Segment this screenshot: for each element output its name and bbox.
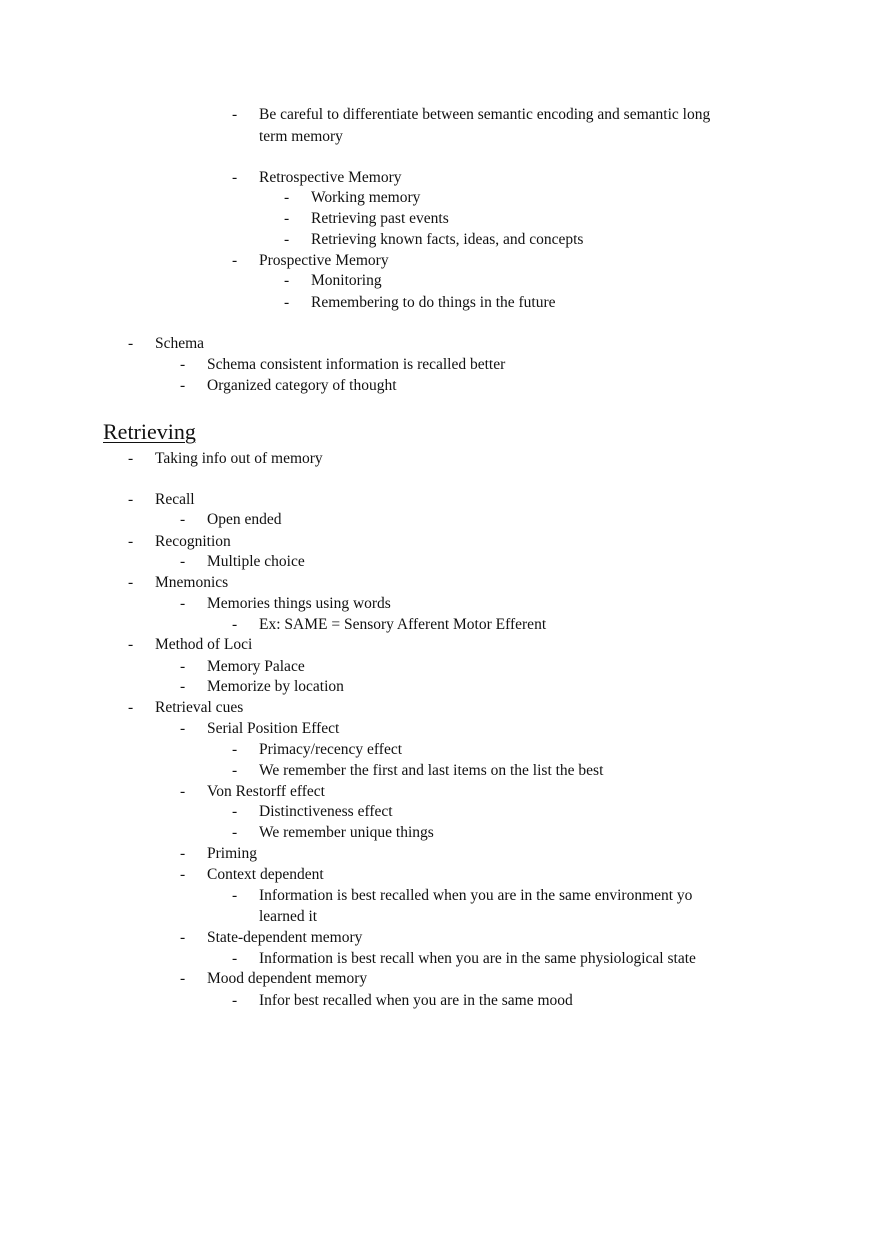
bullet-dash: - <box>180 783 186 800</box>
list-item-text: Prospective Memory <box>259 252 389 269</box>
bullet-dash: - <box>128 574 134 591</box>
list-item-text: Information is best recall when you are in the same physiological state <box>259 950 696 967</box>
list-item-text: Ex: SAME = Sensory Afferent Motor Efferent <box>259 616 547 633</box>
bullet-dash: - <box>232 106 238 123</box>
bullet-dash: - <box>232 824 238 841</box>
list-item-text: Be careful to differentiate between semantic encoding and semantic long <box>259 106 711 123</box>
bullet-dash: - <box>128 450 134 467</box>
bullet-dash: - <box>180 356 186 373</box>
list-item-text: Mood dependent memory <box>207 970 368 987</box>
list-item-text: Open ended <box>207 511 282 528</box>
bullet-dash: - <box>180 866 186 883</box>
bullet-dash: - <box>284 189 290 206</box>
bullet-dash: - <box>232 741 238 758</box>
bullet-dash: - <box>232 992 238 1009</box>
bullet-dash: - <box>284 272 290 289</box>
list-item-text: Information is best recalled when you are in the same environment yo <box>259 887 693 904</box>
list-item-text: Retrieving known facts, ideas, and concepts <box>311 231 584 248</box>
bullet-dash: - <box>232 887 238 904</box>
list-item-text: Remembering to do things in the future <box>311 294 556 311</box>
list-item-text: Method of Loci <box>155 636 253 653</box>
list-item-text: Memories things using words <box>207 595 391 612</box>
list-item-text: Von Restorff effect <box>207 783 325 800</box>
list-item-text: Monitoring <box>311 272 382 289</box>
list-item-text: Recognition <box>155 533 231 550</box>
bullet-dash: - <box>232 616 238 633</box>
bullet-dash: - <box>232 950 238 967</box>
bullet-dash: - <box>180 720 186 737</box>
list-item-text: Serial Position Effect <box>207 720 340 737</box>
bullet-dash: - <box>180 553 186 570</box>
bullet-dash: - <box>180 595 186 612</box>
list-item-text: Context dependent <box>207 866 324 883</box>
bullet-dash: - <box>128 636 134 653</box>
bullet-dash: - <box>128 491 134 508</box>
list-item-text: We remember the first and last items on the list the best <box>259 762 604 779</box>
bullet-dash: - <box>180 970 186 987</box>
bullet-dash: - <box>232 169 238 186</box>
list-item-text: Schema consistent information is recalled better <box>207 356 506 373</box>
section-heading: Retrieving <box>103 419 196 444</box>
list-item-text: Taking info out of memory <box>155 450 323 467</box>
bullet-dash: - <box>232 803 238 820</box>
list-item-text: Retrieval cues <box>155 699 244 716</box>
bullet-dash: - <box>128 699 134 716</box>
list-item-text: Organized category of thought <box>207 377 397 394</box>
list-item-text: Distinctiveness effect <box>259 803 393 820</box>
bullet-dash: - <box>180 678 186 695</box>
list-item-text: Primacy/recency effect <box>259 741 403 758</box>
list-item-text: Retrospective Memory <box>259 169 402 186</box>
list-item-text: State-dependent memory <box>207 929 363 946</box>
bullet-dash: - <box>180 377 186 394</box>
list-item-text: Memorize by location <box>207 678 344 695</box>
list-item-text: Mnemonics <box>155 574 229 591</box>
bullet-dash: - <box>284 294 290 311</box>
list-item-continuation: term memory <box>259 128 343 145</box>
bullet-dash: - <box>180 929 186 946</box>
bullet-dash: - <box>284 210 290 227</box>
bullet-dash: - <box>128 533 134 550</box>
bullet-dash: - <box>180 511 186 528</box>
list-item-text: Multiple choice <box>207 553 305 570</box>
bullet-dash: - <box>180 845 186 862</box>
bullet-dash: - <box>232 762 238 779</box>
bullet-dash: - <box>232 252 238 269</box>
list-item-text: Recall <box>155 491 195 508</box>
list-item-continuation: learned it <box>259 908 318 925</box>
bullet-dash: - <box>128 335 134 352</box>
bullet-dash: - <box>284 231 290 248</box>
list-item-text: Infor best recalled when you are in the same mood <box>259 992 573 1009</box>
list-item-text: Memory Palace <box>207 658 305 675</box>
list-item-text: Schema <box>155 335 205 352</box>
bullet-dash: - <box>180 658 186 675</box>
list-item-text: Priming <box>207 845 257 862</box>
list-item-text: Working memory <box>311 189 421 206</box>
list-item-text: Retrieving past events <box>311 210 449 227</box>
list-item-text: We remember unique things <box>259 824 434 841</box>
